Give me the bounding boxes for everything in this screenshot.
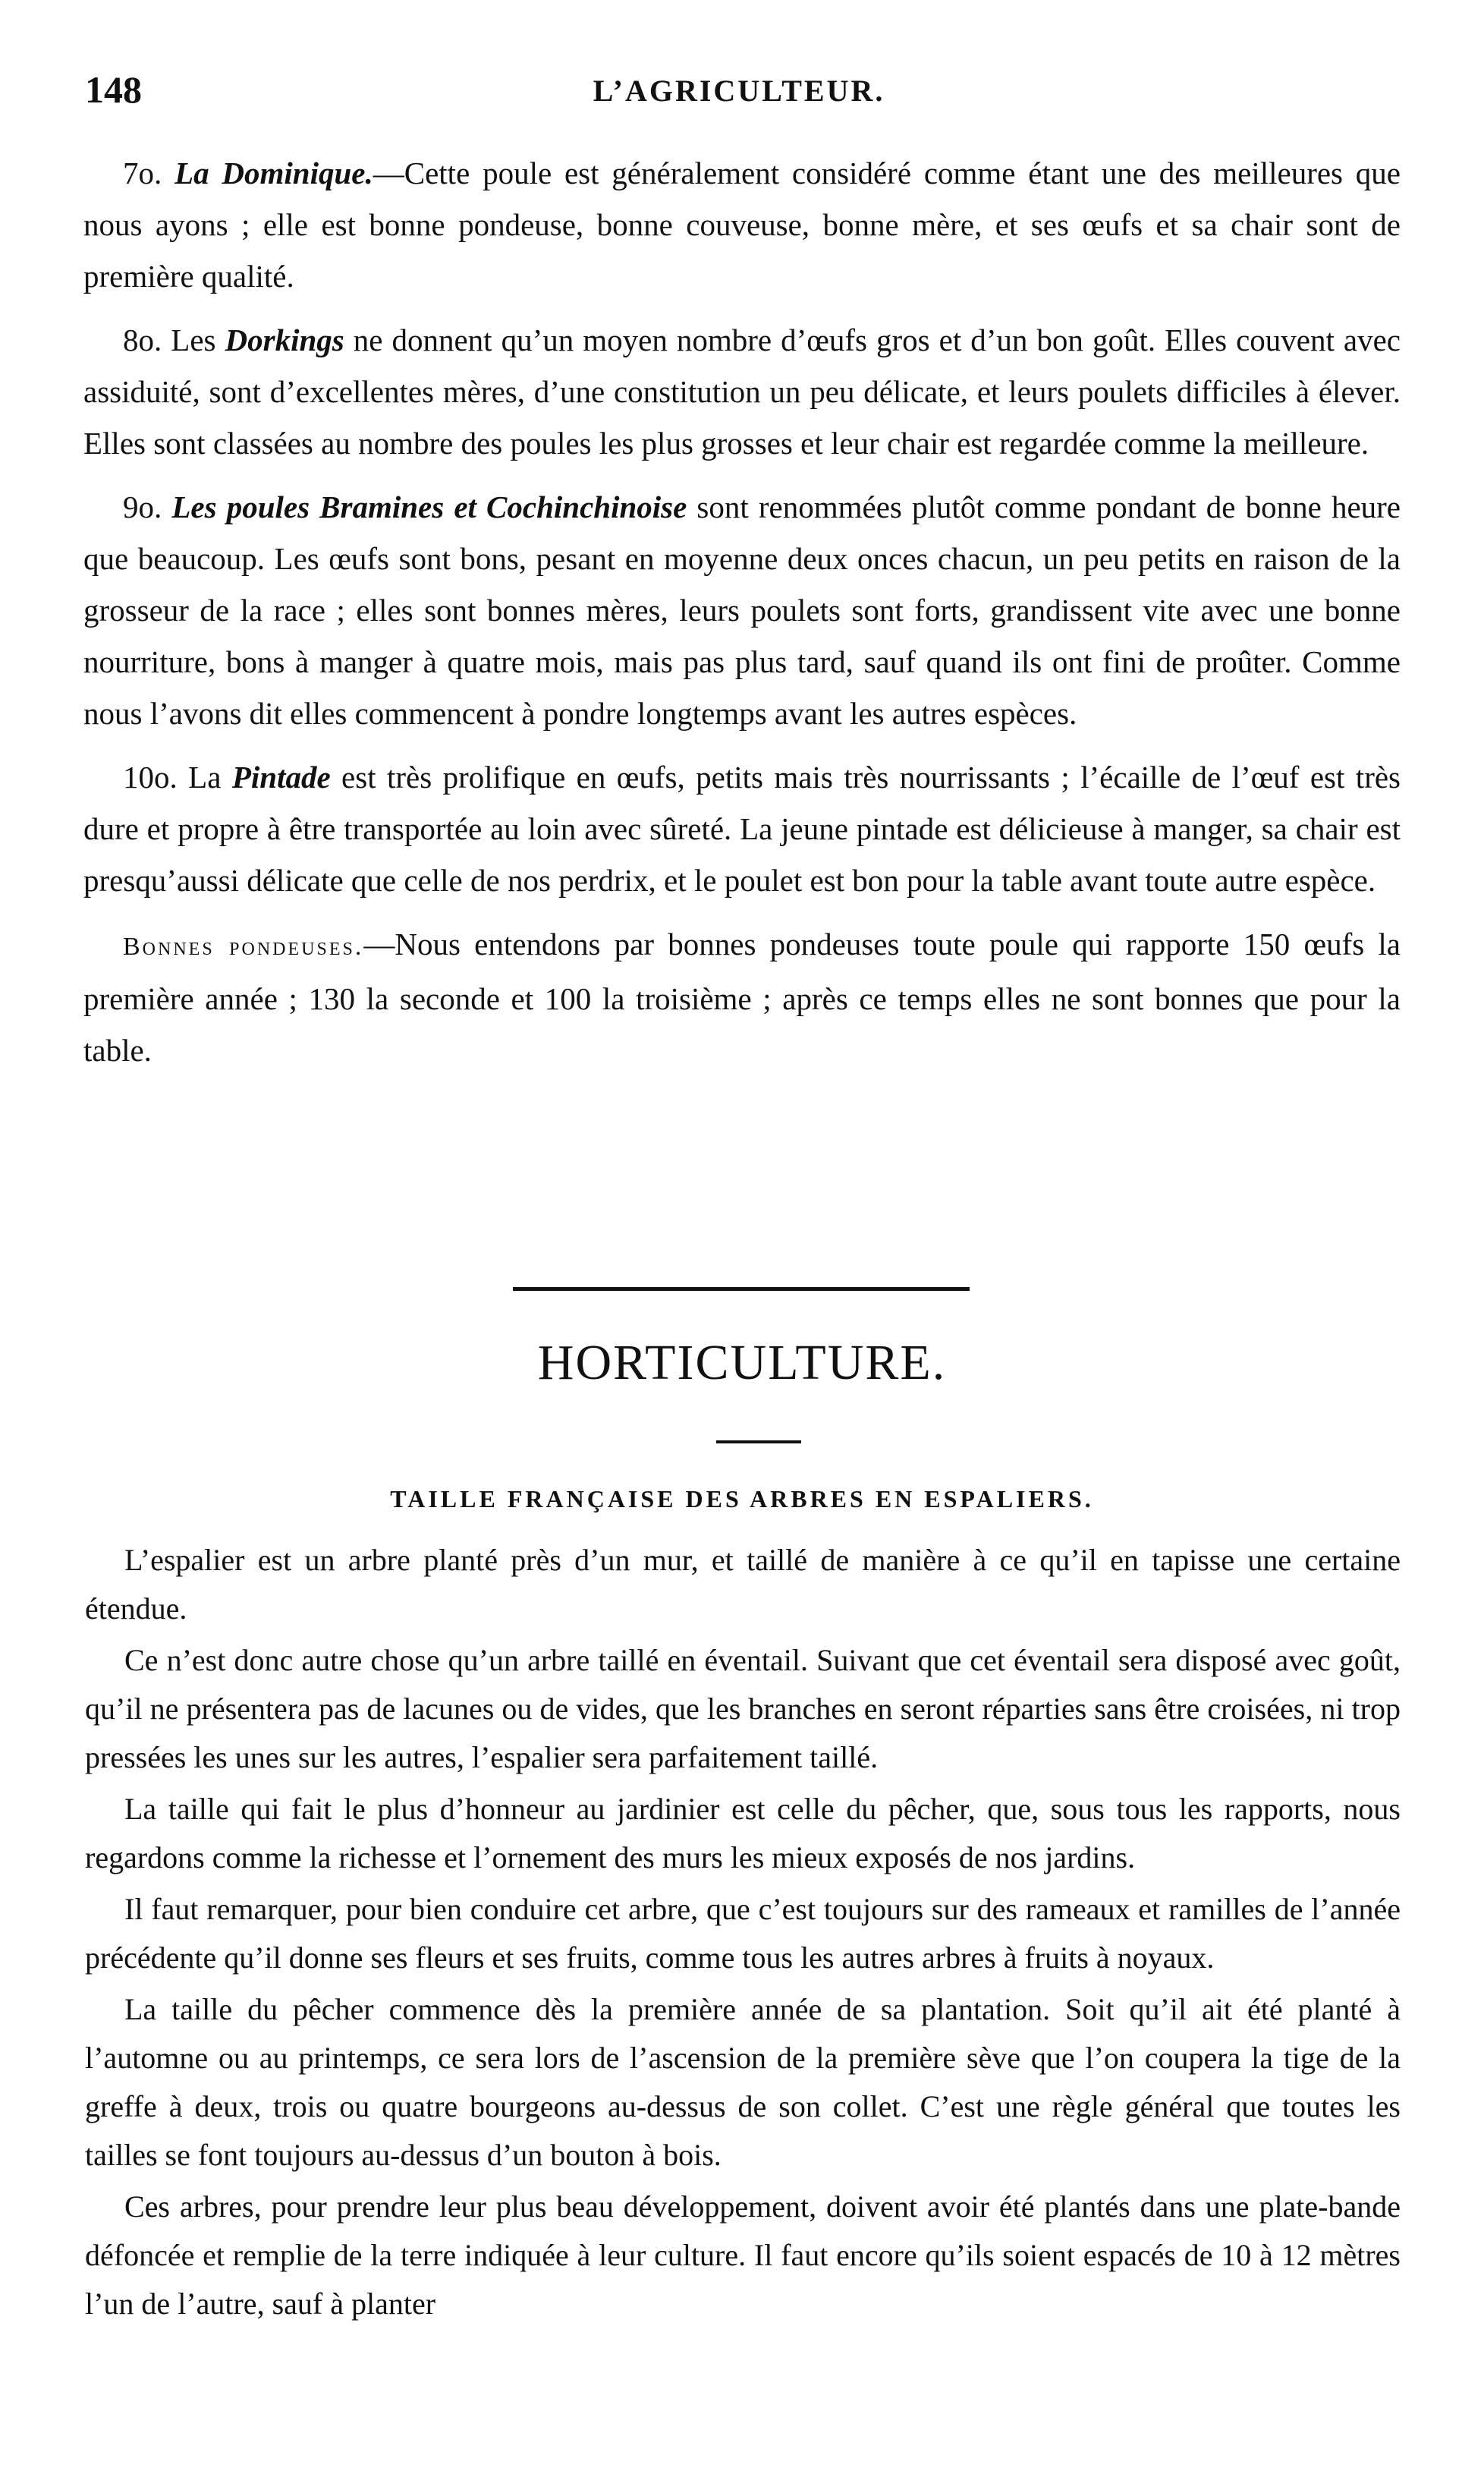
item-number: 8o. [123, 323, 162, 357]
item-number: 10o. [123, 760, 178, 795]
paragraph-text: sont renommées plutôt comme pondant de bonne heure que beaucoup. Les œufs sont bons, pesant en moyenne deux onces chacun, un peu petits en raison de la grosseur de la race ; elles sont bonnes mères, leurs poulets sont forts, grandissent vite avec une bonne nourriture, bons à manger à quatre mois, mais pas plus tard, sauf quand ils ont fini de proûter. Comme nous l’avons dit elles commencent à pondre longtemps avant les autres espèces. [83, 489, 1401, 731]
poultry-section [83, 147, 1401, 1088]
section-divider [513, 1287, 970, 1291]
title-underline [716, 1440, 801, 1443]
running-title: L’AGRICULTEUR. [593, 74, 885, 108]
paragraph-10 [83, 751, 1401, 906]
paragraph: Ces arbres, pour prendre leur plus beau développement, doivent avoir été plantés dans une plate-bande défoncée et remplie de la terre indiquée à leur culture. Il faut encore qu’ils soient espacés de 10 à 12 mètres l’un de l’autre, sauf à planter [85, 2189, 1401, 2321]
horticulture-section [85, 1536, 1401, 2331]
section-title: HORTICULTURE. [537, 1335, 947, 1390]
paragraph-prefix: Les [171, 323, 225, 357]
paragraph: La taille du pêcher commence dès la première année de sa plantation. Soit qu’il ait été planté à l’automne ou au printemps, ce sera lors de l’ascension de la première sève que l’on coupera la tige de la greffe à deux, trois ou quatre bourgeons au-dessus de son collet. C’est une règle général que toutes les tailles se font toujours au-dessus d’un bouton à bois. [85, 1992, 1401, 2172]
breed-name: Les poules Bramines et Cochinchinoise [171, 489, 687, 524]
small-caps-label: Bonnes pondeuses. [123, 933, 364, 961]
breed-name: Pintade [231, 760, 331, 795]
paragraph-text: est très prolifique en œufs, petits mais très nourrissants ; l’écaille de l’œuf est très dure et propre à être transportée au loin avec sûreté. La jeune pintade est délicieuse à manger, sa chair est presqu’aussi délicate que celle de nos perdrix, et le poulet est bon pour la table avant toute autre espèce. [83, 760, 1401, 898]
paragraph-text: —Cette poule est généralement considéré comme étant une des meilleures que nous ayons ; elle est bonne pondeuse, bonne couveuse, bonne mère, et ses œufs et sa chair sont de première qualité. [83, 156, 1401, 294]
paragraph-7 [83, 147, 1401, 302]
paragraph-9 [83, 481, 1401, 739]
paragraph-bonnes-pondeuses [83, 918, 1401, 1076]
paragraph: Ce n’est donc autre chose qu’un arbre taillé en éventail. Suivant que cet éventail sera disposé avec goût, qu’il ne présentera pas de lacunes ou de vides, que les branches en seront réparties sans être croisées, ni trop pressées les unes sur les autres, l’espalier sera parfaitement taillé. [85, 1643, 1401, 1774]
paragraph-text: —Nous entendons par bonnes pondeuses toute poule qui rapporte 150 œufs la première année ; 130 la seconde et 100 la troisième ; après ce temps elles ne sont bonnes que pour la table. [83, 927, 1401, 1068]
article-subtitle: TAILLE FRANÇAISE DES ARBRES EN ESPALIERS. [390, 1485, 1094, 1512]
paragraph-text: ne donnent qu’un moyen nombre d’œufs gros et d’un bon goût. Elles couvent avec assiduité, sont d’excellentes mères, d’une constitution un peu délicate, et leurs poulets difficiles à élever. Elles sont classées au nombre des poules les plus grosses et leur chair est regardée comme la meilleure. [83, 323, 1401, 461]
paragraph-prefix: La [188, 760, 232, 795]
paragraph: Il faut remarquer, pour bien conduire cet arbre, que c’est toujours sur des rameaux et ramilles de l’année précédente qu’il donne ses fleurs et ses fruits, comme tous les autres arbres à fruits à noyaux. [85, 1892, 1401, 1975]
item-number: 9o. [123, 489, 162, 524]
breed-name: Dorkings [225, 323, 344, 357]
page-header [85, 67, 1393, 127]
page-number: 148 [85, 68, 142, 111]
item-number: 7o. [123, 156, 162, 190]
breed-name: La Dominique. [174, 156, 373, 190]
paragraph-8 [83, 314, 1401, 469]
paragraph: La taille qui fait le plus d’honneur au jardinier est celle du pêcher, que, sous tous les rapports, nous regardons comme la richesse et l’ornement des murs les mieux exposés de nos jardins. [85, 1792, 1401, 1874]
paragraph: L’espalier est un arbre planté près d’un mur, et taillé de manière à ce qu’il en tapisse une certaine étendue. [85, 1543, 1401, 1626]
